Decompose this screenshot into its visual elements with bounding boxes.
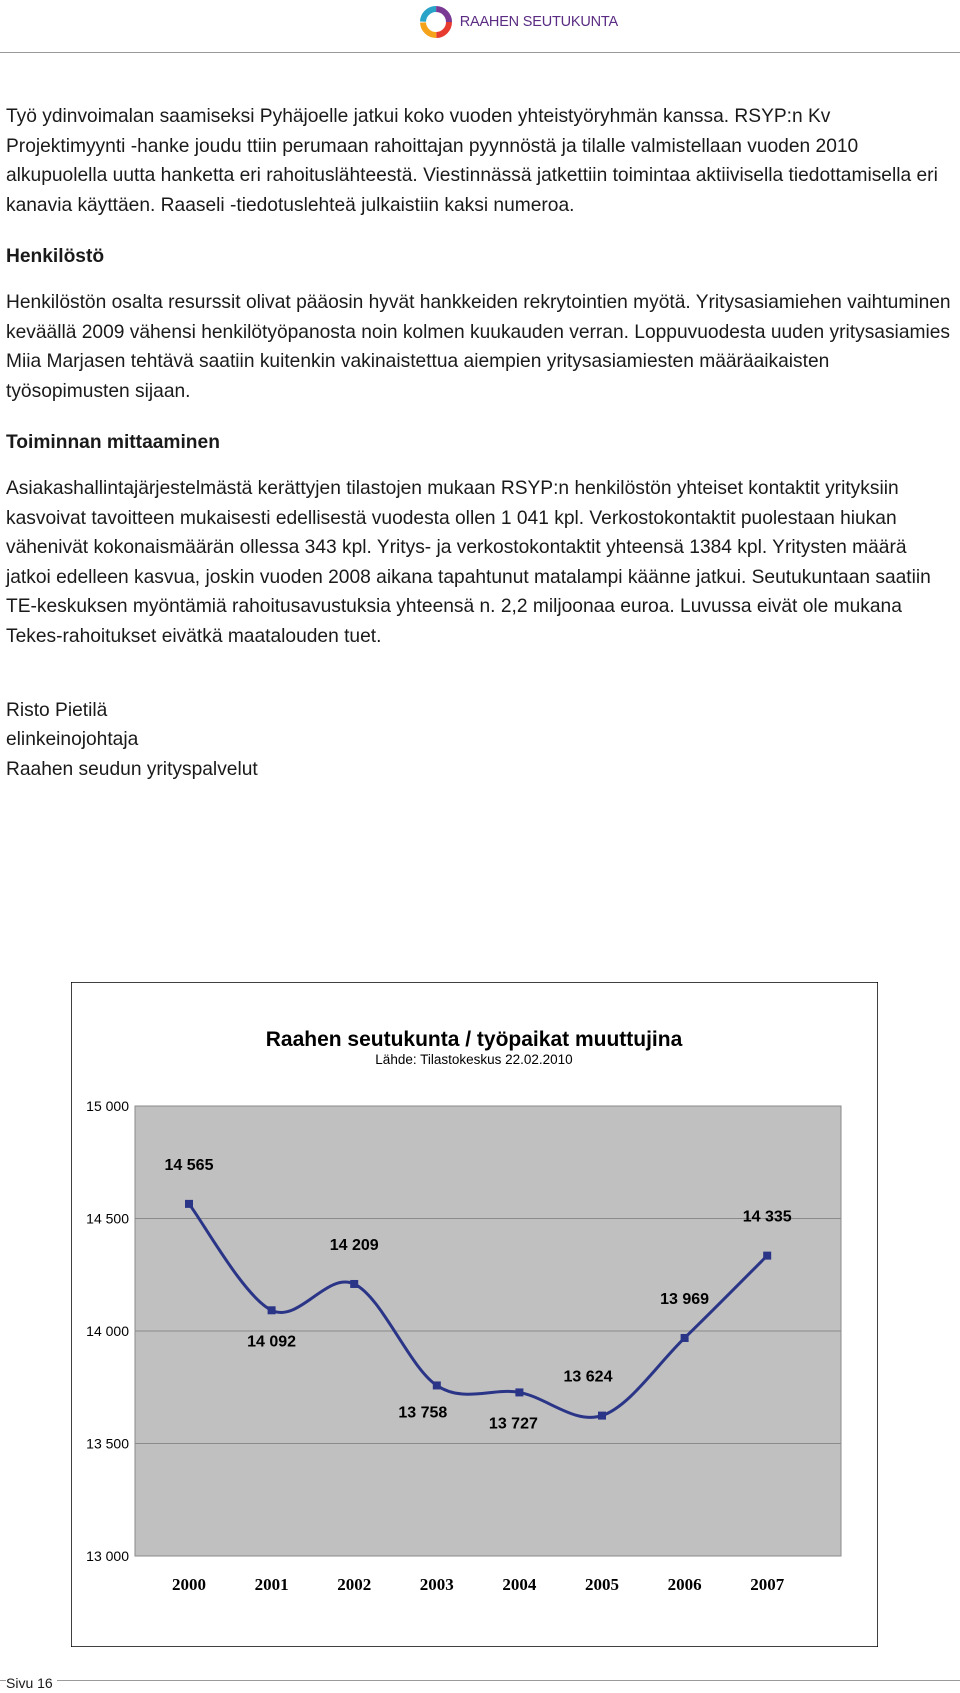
signature-org: Raahen seudun yrityspalvelut (6, 758, 258, 780)
henkilosto-paragraph: Henkilöstön osalta resurssit olivat pääosin hyvät hankkeiden rekrytointien myötä. Yritysasiamiehen vaihtuminen keväällä 2009 vähensi henkilötyöpanosta noin kolmen kuukauden verran. Loppuvuodesta uuden yritysasiamies Miia Marjasen tehtävä saatiin kuitenkin vakinaistettua aiempien yritysasiamiesten määräaikaisten työsopimusten sijaan. (6, 291, 951, 402)
data-point (268, 1306, 276, 1314)
y-tick-label: 15 000 (86, 1098, 129, 1114)
signature-name: Risto Pietilä (6, 699, 108, 721)
section-heading-henkilosto: Henkilöstö (6, 246, 105, 268)
data-point (763, 1252, 771, 1260)
chart-subtitle: Lähde: Tilastokeskus 22.02.2010 (375, 1052, 573, 1067)
mittaaminen-paragraph: Asiakashallintajärjestelmästä kerättyjen tilastojen mukaan RSYP:n henkilöstön yhteiset kontaktit yrityksiin kasvoivat tavoitteen mukaisesti edellisestä vuodesta ollen 1 041 kpl. Verkostokontaktit puolestaan hiukan vähenivät kokonaismäärän ollessa 343 kpl. Yritys- ja verkostokontaktit yhteensä 1384 kpl. Yritysten määrä jatkoi edelleen kasvua, joskin vuoden 2008 aikana tapahtunut matalampi käänne jatkui. Seutukuntaan saatiin TE-keskuksen myöntämiä rahoitusavustuksia yhteensä n. 2,2 miljoonaa euroa. Luvussa eivät ole mukana Tekes-rahoitukset eivätkä maatalouden tuet. (6, 477, 931, 647)
data-label: 13 758 (398, 1404, 448, 1422)
x-tick-label: 2007 (750, 1575, 785, 1594)
data-label: 14 565 (164, 1156, 214, 1174)
intro-paragraph: Työ ydinvoimalan saamiseksi Pyhäjoelle jatkui koko vuoden yhteistyöryhmän kanssa. RSYP:n Kv Projektimyynti -hanke joudu ttiin perumaan rahoittajan pyynnöstä ja tilalle valmistellaan vuoden 2010 alkupuolella uutta hanketta eri rahoituslähteestä. Viestinnässä jatkettiin toimintaa aktiivisella tiedottamisella eri kanavia käyttäen. Raaseli -tiedotuslehteä julkaistiin kaksi numeroa. (6, 106, 938, 216)
chart-svg (71, 982, 878, 1647)
data-point (350, 1280, 358, 1288)
page-number: Sivu 16 (6, 1675, 57, 1691)
section-heading-mittaaminen: Toiminnan mittaaminen (6, 432, 220, 454)
data-label: 13 727 (488, 1415, 538, 1433)
x-tick-label: 2002 (337, 1575, 372, 1594)
brand-logo (418, 4, 618, 40)
data-point (515, 1388, 523, 1396)
x-tick-label: 2003 (419, 1575, 454, 1594)
data-point (185, 1200, 193, 1208)
employment-chart (71, 982, 878, 1647)
data-point (598, 1412, 606, 1420)
x-tick-label: 2005 (585, 1575, 619, 1594)
signature-role: elinkeinojohtaja (6, 729, 139, 751)
chart-title: Raahen seutukunta / työpaikat muuttujina (265, 1028, 683, 1051)
main-content (6, 102, 954, 784)
y-tick-label: 13 000 (86, 1548, 129, 1564)
y-tick-label: 13 500 (86, 1435, 129, 1452)
y-tick-label: 14 500 (86, 1210, 129, 1227)
x-tick-label: 2001 (254, 1575, 289, 1594)
x-tick-label: 2000 (172, 1575, 206, 1594)
data-point (681, 1334, 689, 1342)
footer-divider (0, 1680, 960, 1681)
x-tick-label: 2004 (502, 1575, 537, 1594)
logo-ring-icon (418, 4, 454, 40)
y-tick-label: 14 000 (86, 1323, 129, 1339)
header-divider (0, 52, 960, 53)
data-label: 14 335 (742, 1208, 792, 1226)
data-label: 13 969 (660, 1290, 710, 1308)
data-label: 14 092 (247, 1333, 297, 1351)
data-point (433, 1381, 441, 1389)
data-label: 14 209 (329, 1236, 379, 1254)
data-label: 13 624 (563, 1368, 613, 1386)
signature-block (6, 696, 954, 785)
brand-name: RAAHEN SEUTUKUNTA (459, 14, 618, 30)
x-tick-label: 2006 (667, 1575, 702, 1594)
